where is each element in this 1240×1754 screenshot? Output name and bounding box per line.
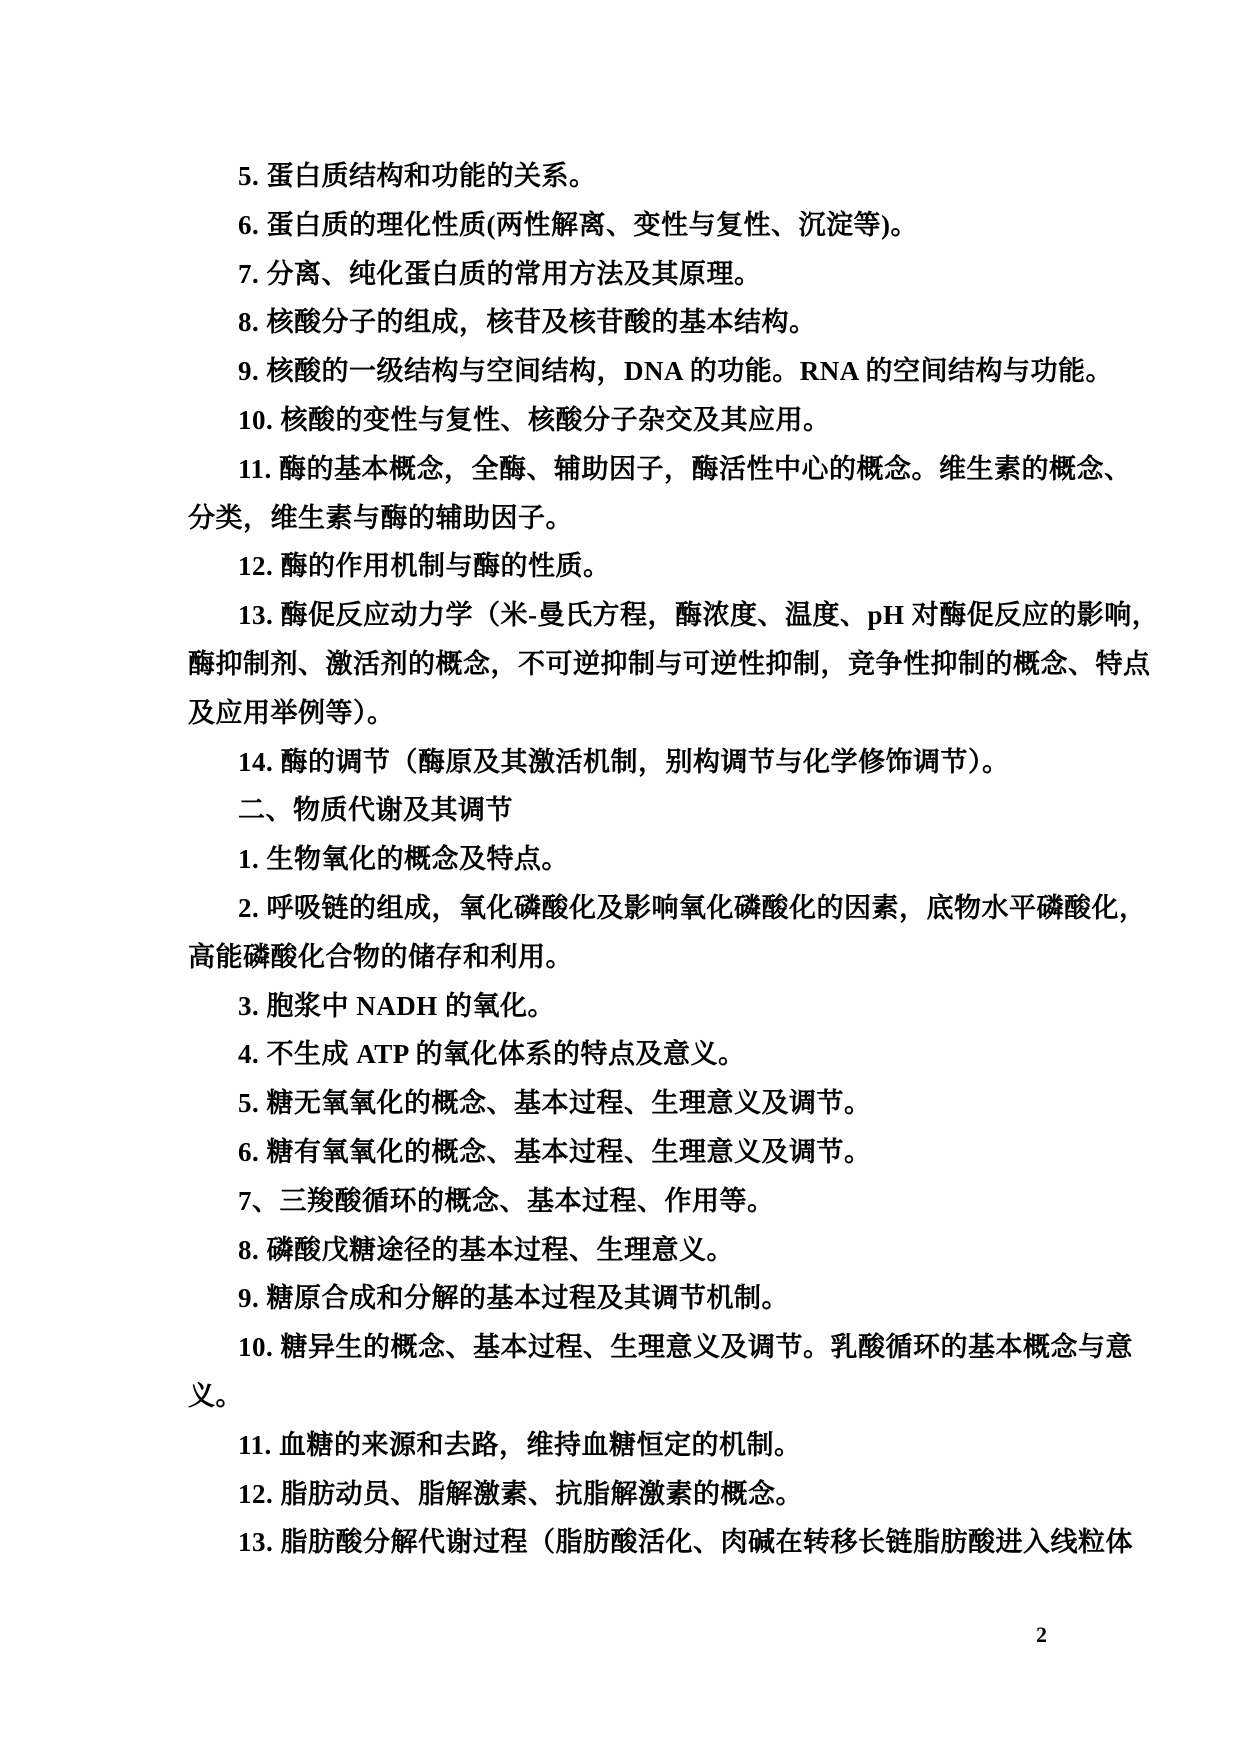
section-heading: 二、物质代谢及其调节 bbox=[238, 795, 513, 826]
text-line: 13. 脂肪酸分解代谢过程（脂肪酸活化、肉碱在转移长链脂肪酸进入线粒体 bbox=[238, 1527, 1133, 1558]
text-line: 8. 核酸分子的组成，核苷及核苷酸的基本结构。 bbox=[238, 307, 817, 338]
text-line: 高能磷酸化合物的储存和利用。 bbox=[188, 941, 573, 972]
text-line: 9. 糖原合成和分解的基本过程及其调节机制。 bbox=[238, 1283, 789, 1314]
text-line: 分类，维生素与酶的辅助因子。 bbox=[188, 502, 573, 533]
text-line: 4. 不生成 ATP 的氧化体系的特点及意义。 bbox=[238, 1039, 746, 1070]
text-line: 2. 呼吸链的组成，氧化磷酸化及影响氧化磷酸化的因素，底物水平磷酸化， bbox=[238, 892, 1147, 923]
text-line: 及应用举例等）。 bbox=[188, 697, 395, 728]
page-number: 2 bbox=[1036, 1622, 1047, 1647]
text-line: 7. 分离、纯化蛋白质的常用方法及其原理。 bbox=[238, 258, 762, 289]
text-line: 9. 核酸的一级结构与空间结构，DNA 的功能。RNA 的空间结构与功能。 bbox=[238, 356, 1114, 387]
text-line: 1. 生物氧化的概念及特点。 bbox=[238, 844, 569, 875]
text-line: 3. 胞浆中 NADH 的氧化。 bbox=[238, 990, 555, 1021]
text-line: 5. 糖无氧氧化的概念、基本过程、生理意义及调节。 bbox=[238, 1088, 872, 1119]
text-line: 5. 蛋白质结构和功能的关系。 bbox=[238, 161, 597, 191]
text-line: 义。 bbox=[188, 1380, 243, 1411]
text-line: 7、三羧酸循环的概念、基本过程、作用等。 bbox=[238, 1185, 775, 1216]
text-line: 11. 酶的基本概念，全酶、辅助因子，酶活性中心的概念。维生素的概念、 bbox=[238, 453, 1132, 484]
text-line: 12. 脂肪动员、脂解激素、抗脂解激素的概念。 bbox=[238, 1478, 803, 1509]
text-line: 6. 糖有氧氧化的概念、基本过程、生理意义及调节。 bbox=[238, 1136, 872, 1167]
text-line: 8. 磷酸戊糖途径的基本过程、生理意义。 bbox=[238, 1234, 734, 1265]
text-line: 酶抑制剂、激活剂的概念，不可逆抑制与可逆性抑制，竞争性抑制的概念、特点 bbox=[188, 648, 1151, 679]
text-line: 10. 糖异生的概念、基本过程、生理意义及调节。乳酸循环的基本概念与意 bbox=[238, 1332, 1133, 1363]
text-line: 14. 酶的调节（酶原及其激活机制，别构调节与化学修饰调节）。 bbox=[238, 746, 1010, 777]
text-line: 6. 蛋白质的理化性质(两性解离、变性与复性、沉淀等)。 bbox=[238, 209, 918, 240]
text-line: 10. 核酸的变性与复性、核酸分子杂交及其应用。 bbox=[238, 404, 831, 435]
document-body bbox=[188, 152, 1160, 1567]
text-line: 11. 血糖的来源和去路，维持血糖恒定的机制。 bbox=[238, 1429, 802, 1460]
text-line: 12. 酶的作用机制与酶的性质。 bbox=[238, 551, 611, 582]
text-line: 13. 酶促反应动力学（米-曼氏方程，酶浓度、温度、pH 对酶促反应的影响， bbox=[238, 600, 1160, 631]
